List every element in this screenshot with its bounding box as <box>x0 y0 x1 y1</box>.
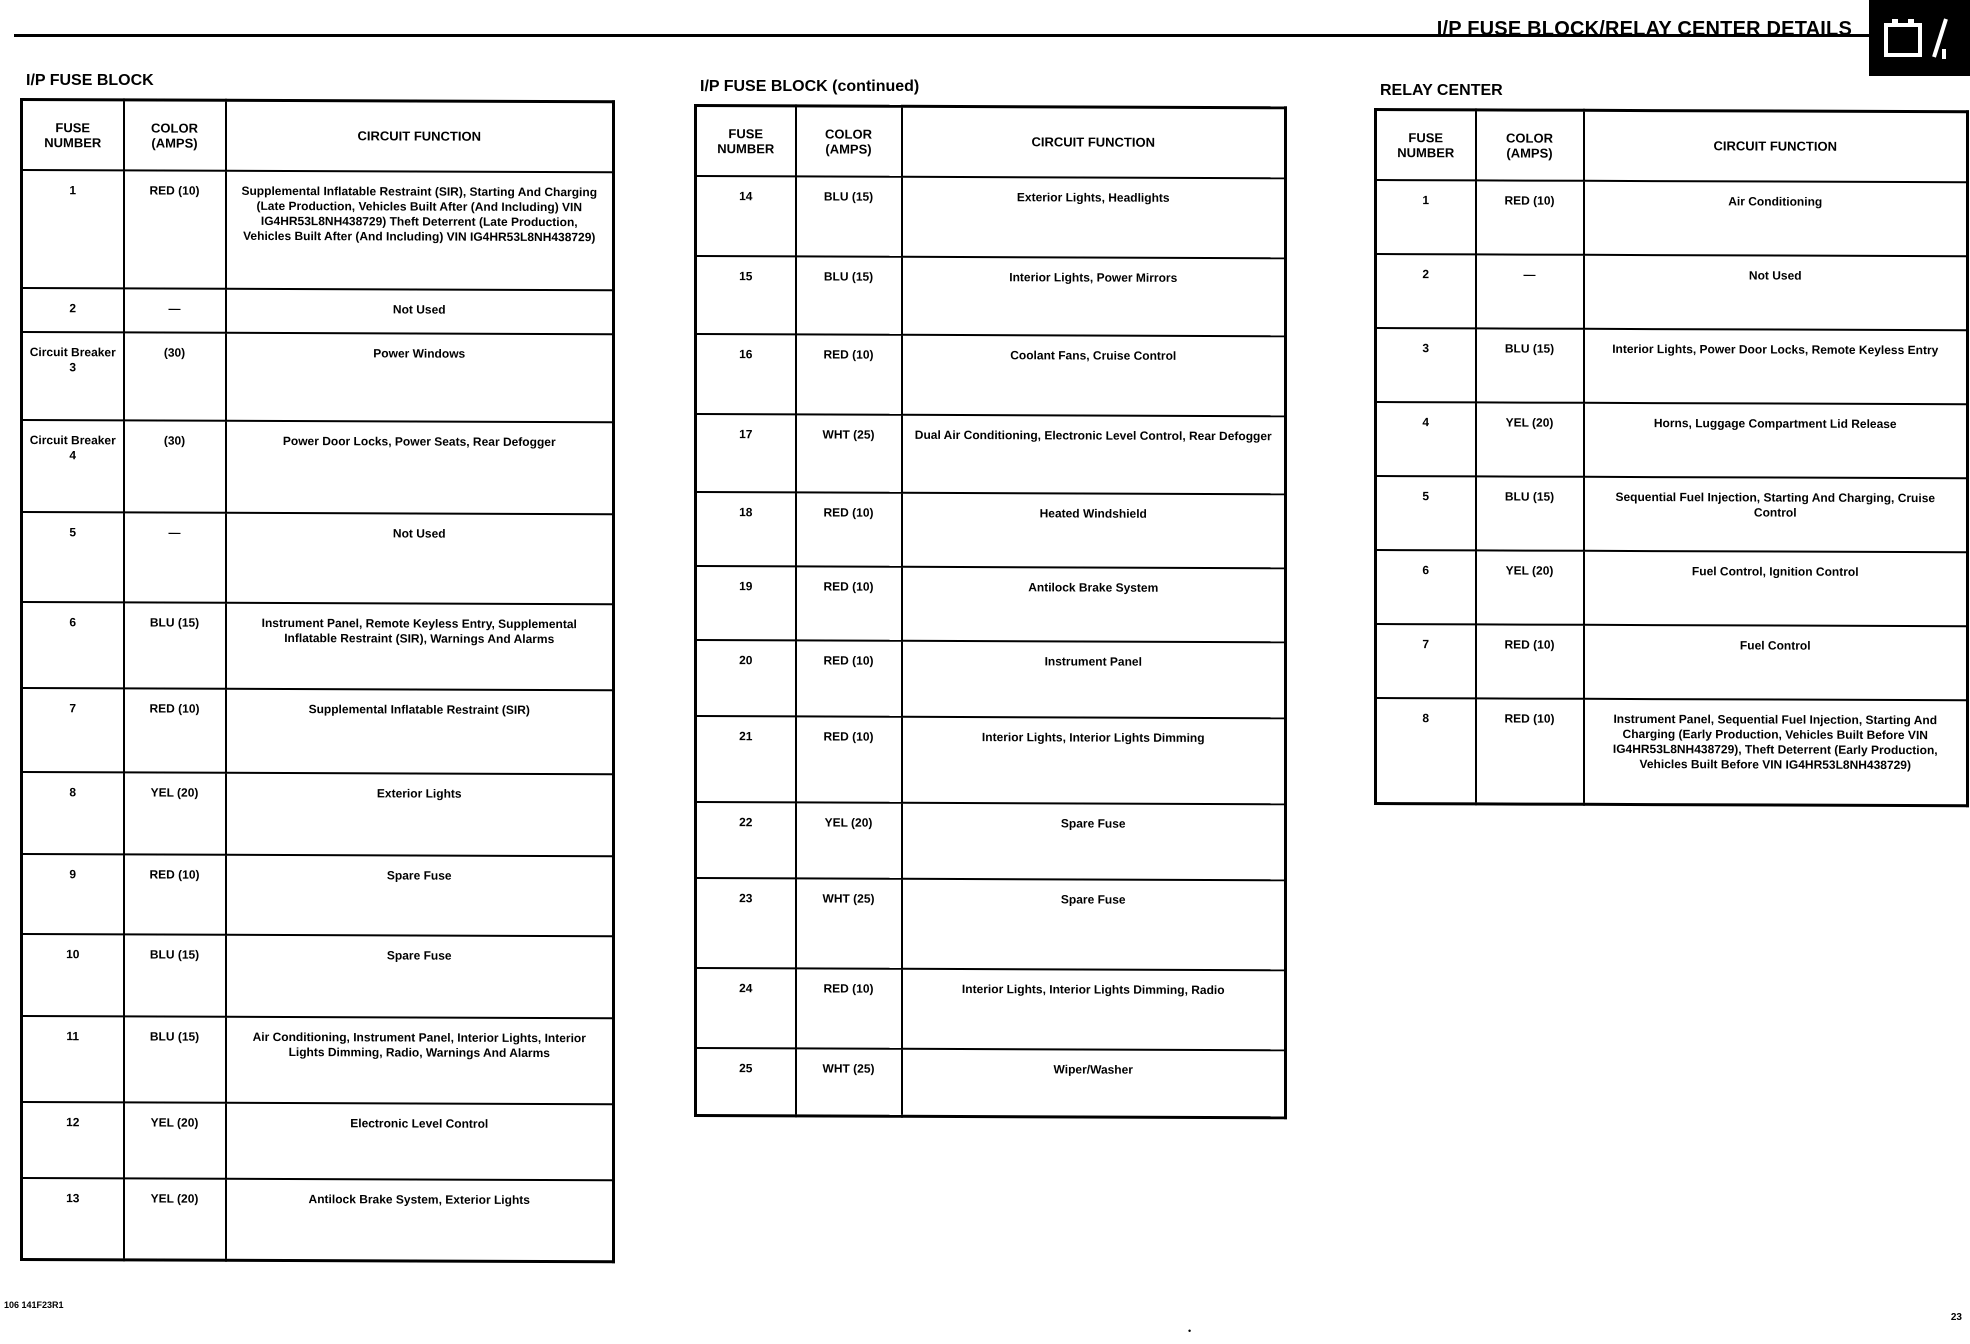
fuse-number-header: FUSE NUMBER <box>22 100 124 170</box>
color-amps-header: COLOR (AMPS) <box>1476 110 1584 180</box>
color-amps-cell: WHT (25) <box>796 1048 902 1116</box>
circuit-function-cell: Spare Fuse <box>226 854 614 935</box>
color-amps-cell: RED (10) <box>796 640 902 716</box>
color-amps-cell: BLU (15) <box>796 256 902 334</box>
color-amps-cell: (30) <box>124 332 226 420</box>
table-row <box>1376 328 1968 404</box>
fuse-number-cell: 10 <box>22 934 124 1016</box>
fuse-number-cell: 5 <box>1376 476 1476 550</box>
footer-dot: • <box>1188 1326 1192 1336</box>
circuit-function-cell: Spare Fuse <box>902 802 1286 879</box>
circuit-function-cell: Antilock Brake System <box>902 566 1286 641</box>
table-row <box>22 1102 614 1180</box>
color-amps-cell: YEL (20) <box>796 802 902 878</box>
circuit-function-header: CIRCUIT FUNCTION <box>1584 110 1968 181</box>
fuse-number-cell: 11 <box>22 1016 124 1102</box>
table-row <box>696 716 1286 804</box>
relay-center-table <box>1374 108 1969 807</box>
table-row <box>696 878 1286 970</box>
table-row <box>1376 476 1968 552</box>
color-amps-cell: — <box>124 288 226 332</box>
color-amps-cell: — <box>1476 254 1584 328</box>
fuse-number-cell: 17 <box>696 414 796 492</box>
fuse-number-cell: 21 <box>696 716 796 802</box>
table-row <box>696 968 1286 1050</box>
color-amps-cell: RED (10) <box>796 334 902 414</box>
ip-fuse-block-table <box>20 98 615 1263</box>
fuse-number-cell: 7 <box>22 688 124 772</box>
fuse-number-cell: 13 <box>22 1178 124 1260</box>
table-row <box>22 512 614 604</box>
fuse-number-cell: 8 <box>22 772 124 854</box>
table-row <box>1376 698 1968 806</box>
table-row <box>696 176 1286 258</box>
color-amps-cell: — <box>124 512 226 602</box>
color-amps-header: COLOR (AMPS) <box>796 106 902 176</box>
table-row <box>22 1178 614 1262</box>
fuse-number-cell: 16 <box>696 334 796 414</box>
fuse-number-cell: 5 <box>22 512 124 602</box>
circuit-function-cell: Interior Lights, Interior Lights Dimming, Radio <box>902 968 1286 1049</box>
color-amps-cell: RED (10) <box>796 968 902 1048</box>
table-row <box>22 170 614 290</box>
color-amps-cell: BLU (15) <box>124 602 226 688</box>
fuse-number-cell: Circuit Breaker 4 <box>22 420 124 512</box>
table-row <box>1376 624 1968 700</box>
circuit-function-cell: Power Door Locks, Power Seats, Rear Defogger <box>226 420 614 513</box>
circuit-function-cell: Instrument Panel, Sequential Fuel Injection, Starting And Charging (Early Production, Vehicles Built Before VIN IG4HR53L8NH438729), Theft Deterrent (Early Production, Vehicles Built Before VIN IG4HR53L8NH438729) <box>1584 698 1968 805</box>
color-amps-cell: YEL (20) <box>1476 402 1584 476</box>
color-amps-cell: YEL (20) <box>1476 550 1584 624</box>
table-row <box>22 1016 614 1104</box>
circuit-function-cell: Interior Lights, Power Door Locks, Remote Keyless Entry <box>1584 328 1968 403</box>
circuit-function-cell: Spare Fuse <box>226 934 614 1017</box>
color-amps-cell: WHT (25) <box>796 878 902 968</box>
fuse-number-header: FUSE NUMBER <box>1376 110 1476 180</box>
fuse-number-cell: 6 <box>1376 550 1476 624</box>
fuse-number-cell: 25 <box>696 1048 796 1116</box>
circuit-function-cell: Heated Windshield <box>902 492 1286 567</box>
circuit-function-cell: Power Windows <box>226 332 614 421</box>
circuit-function-cell: Exterior Lights <box>226 772 614 855</box>
circuit-function-cell: Coolant Fans, Cruise Control <box>902 334 1286 415</box>
fuse-number-cell: 3 <box>1376 328 1476 402</box>
table-row <box>696 640 1286 718</box>
circuit-function-cell: Not Used <box>1584 254 1968 329</box>
circuit-function-header: CIRCUIT FUNCTION <box>226 100 614 171</box>
color-amps-cell: YEL (20) <box>124 1102 226 1178</box>
circuit-function-cell: Spare Fuse <box>902 878 1286 969</box>
table-row <box>696 566 1286 642</box>
color-amps-cell: BLU (15) <box>796 176 902 256</box>
relay-center-title: RELAY CENTER <box>1380 82 1503 99</box>
fuse-number-cell: 8 <box>1376 698 1476 804</box>
fuse-number-cell: 7 <box>1376 624 1476 698</box>
color-amps-cell: YEL (20) <box>124 772 226 854</box>
fuse-number-cell: 22 <box>696 802 796 878</box>
circuit-function-cell: Air Conditioning <box>1584 180 1968 255</box>
fuse-number-cell: 2 <box>1376 254 1476 328</box>
fuse-number-cell: 14 <box>696 176 796 256</box>
circuit-function-cell: Not Used <box>226 512 614 603</box>
table-row <box>696 802 1286 880</box>
circuit-function-cell: Antilock Brake System, Exterior Lights <box>226 1178 614 1261</box>
table-row <box>22 332 614 422</box>
relay-center-section <box>1374 82 1969 805</box>
color-amps-cell: RED (10) <box>1476 624 1584 698</box>
table-row <box>696 414 1286 494</box>
ip-fuse-block-continued-title: I/P FUSE BLOCK (continued) <box>700 78 920 95</box>
table-row <box>1376 402 1968 478</box>
ip-fuse-block-continued-table <box>694 104 1287 1119</box>
circuit-function-cell: Fuel Control, Ignition Control <box>1584 550 1968 625</box>
color-amps-cell: WHT (25) <box>796 414 902 492</box>
circuit-function-cell: Fuel Control <box>1584 624 1968 699</box>
color-amps-cell: RED (10) <box>796 716 902 802</box>
page-number: 23 <box>1950 1312 1962 1323</box>
table-row <box>1376 180 1968 256</box>
fuse-number-cell: 1 <box>22 170 124 288</box>
fuse-number-cell: 6 <box>22 602 124 688</box>
circuit-function-cell: Instrument Panel, Remote Keyless Entry, Supplemental Inflatable Restraint (SIR), Warnings And Alarms <box>226 602 614 689</box>
table-row <box>22 934 614 1018</box>
table-row <box>22 288 614 334</box>
table-row <box>22 420 614 514</box>
fuse-number-cell: 23 <box>696 878 796 968</box>
ip-fuse-block-title: I/P FUSE BLOCK <box>26 72 154 89</box>
ip-fuse-block-continued-section <box>694 78 1287 1117</box>
page-title: I/P FUSE BLOCK/RELAY CENTER DETAILS <box>1436 18 1852 40</box>
fuse-number-cell: 1 <box>1376 180 1476 254</box>
color-amps-cell: BLU (15) <box>124 1016 226 1102</box>
color-amps-cell: RED (10) <box>1476 698 1584 804</box>
fuse-number-cell: Circuit Breaker 3 <box>22 332 124 420</box>
fuse-number-cell: 4 <box>1376 402 1476 476</box>
fuse-number-cell: 9 <box>22 854 124 934</box>
color-amps-cell: BLU (15) <box>1476 328 1584 402</box>
color-amps-cell: RED (10) <box>124 170 226 288</box>
circuit-function-cell: Air Conditioning, Instrument Panel, Interior Lights, Interior Lights Dimming, Radio, Warnings And Alarms <box>226 1016 614 1103</box>
circuit-function-cell: Wiper/Washer <box>902 1048 1286 1117</box>
fuse-number-cell: 15 <box>696 256 796 334</box>
circuit-function-cell: Supplemental Inflatable Restraint (SIR) <box>226 688 614 773</box>
battery-fuse-icon <box>1869 0 1970 76</box>
color-amps-cell: RED (10) <box>124 854 226 934</box>
table-row <box>696 256 1286 336</box>
table-row <box>22 854 614 936</box>
circuit-function-cell: Dual Air Conditioning, Electronic Level Control, Rear Defogger <box>902 414 1286 493</box>
fuse-number-cell: 18 <box>696 492 796 566</box>
table-row <box>696 492 1286 568</box>
table-row <box>22 602 614 690</box>
table-row <box>1376 254 1968 330</box>
circuit-function-cell: Exterior Lights, Headlights <box>902 176 1286 257</box>
circuit-function-cell: Supplemental Inflatable Restraint (SIR), Starting And Charging (Late Production, Vehicles Built After (And Including) VIN IG4HR53L8NH438729) Theft Deterrent (Late Production, Vehicles Built After (And Including) VIN IG4HR53L8NH438729) <box>226 170 614 289</box>
fuse-number-cell: 19 <box>696 566 796 640</box>
circuit-function-cell: Instrument Panel <box>902 640 1286 717</box>
footer-code: 106 141F23R1 <box>4 1300 64 1310</box>
table-row <box>22 772 614 856</box>
circuit-function-cell: Interior Lights, Power Mirrors <box>902 256 1286 335</box>
circuit-function-header: CIRCUIT FUNCTION <box>902 106 1286 177</box>
color-amps-cell: RED (10) <box>1476 180 1584 254</box>
table-row <box>22 688 614 774</box>
color-amps-cell: RED (10) <box>796 492 902 566</box>
table-row <box>696 334 1286 416</box>
fuse-number-cell: 2 <box>22 288 124 332</box>
circuit-function-cell: Sequential Fuel Injection, Starting And Charging, Cruise Control <box>1584 476 1968 551</box>
fuse-number-header: FUSE NUMBER <box>696 106 796 176</box>
table-row <box>696 1048 1286 1118</box>
color-amps-cell: RED (10) <box>124 688 226 772</box>
color-amps-cell: BLU (15) <box>1476 476 1584 550</box>
circuit-function-cell: Electronic Level Control <box>226 1102 614 1179</box>
ip-fuse-block-section <box>20 72 615 1261</box>
fuse-number-cell: 24 <box>696 968 796 1048</box>
color-amps-header: COLOR (AMPS) <box>124 100 226 170</box>
color-amps-cell: RED (10) <box>796 566 902 640</box>
color-amps-cell: YEL (20) <box>124 1178 226 1260</box>
color-amps-cell: BLU (15) <box>124 934 226 1016</box>
circuit-function-cell: Interior Lights, Interior Lights Dimming <box>902 716 1286 803</box>
color-amps-cell: (30) <box>124 420 226 512</box>
circuit-function-cell: Horns, Luggage Compartment Lid Release <box>1584 402 1968 477</box>
fuse-number-cell: 20 <box>696 640 796 716</box>
circuit-function-cell: Not Used <box>226 288 614 333</box>
fuse-number-cell: 12 <box>22 1102 124 1178</box>
table-row <box>1376 550 1968 626</box>
